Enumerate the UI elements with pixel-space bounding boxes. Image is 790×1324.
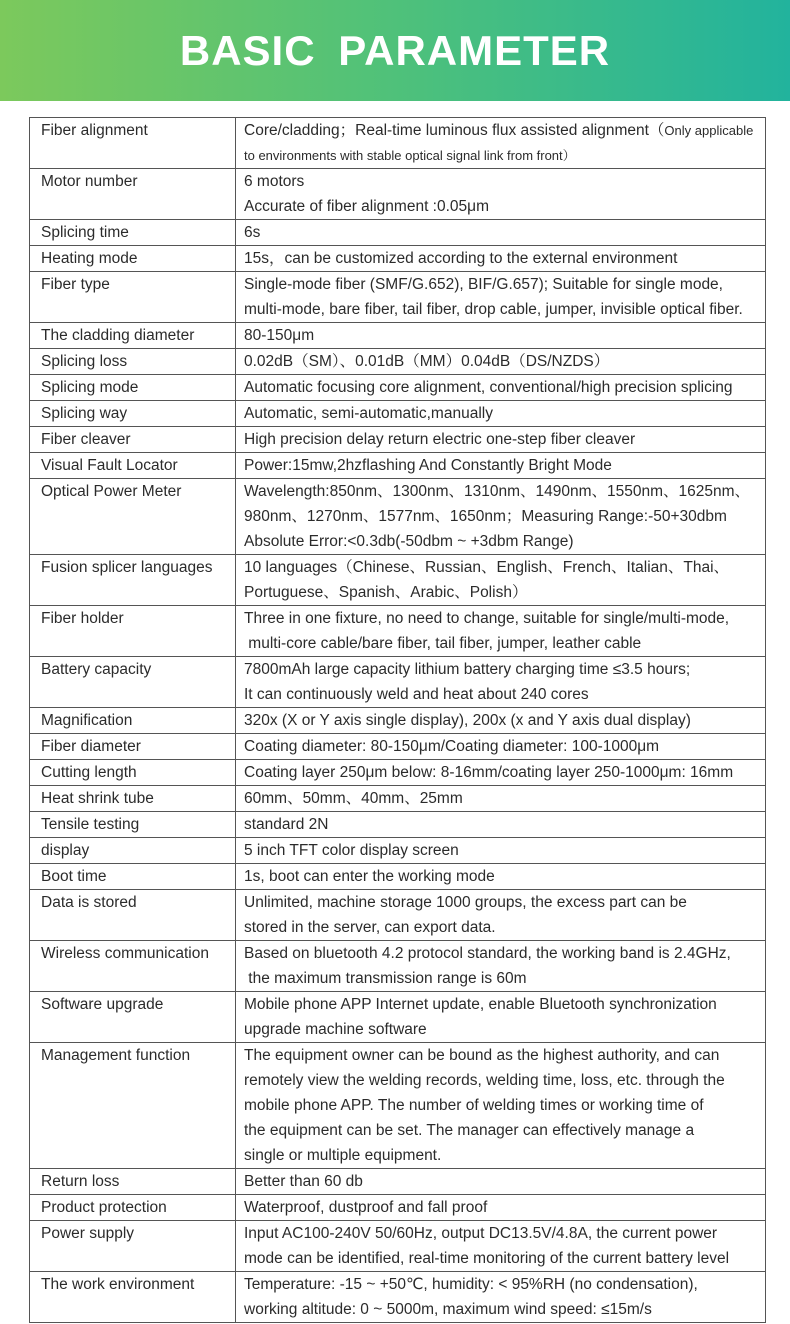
header-banner [0, 0, 790, 101]
parameter-value: Unlimited, machine storage 1000 groups, the excess part can be stored in the server, can export data. [236, 890, 766, 941]
parameter-label: Fiber type [30, 272, 236, 323]
parameter-value: Single-mode fiber (SMF/G.652), BIF/G.657); Suitable for single mode, multi-mode, bare fiber, tail fiber, drop cable, jumper, invisible optical fiber. [236, 272, 766, 323]
parameter-label: Visual Fault Locator [30, 453, 236, 479]
parameter-value: Waterproof, dustproof and fall proof [236, 1195, 766, 1221]
parameter-label: Return loss [30, 1169, 236, 1195]
parameter-label: Power supply [30, 1221, 236, 1272]
parameter-label: Fusion splicer languages [30, 555, 236, 606]
parameter-value: 5 inch TFT color display screen [236, 838, 766, 864]
parameter-value: 6 motors Accurate of fiber alignment :0.05μm [236, 169, 766, 220]
table-row [30, 272, 766, 323]
table-row [30, 375, 766, 401]
parameter-label: Data is stored [30, 890, 236, 941]
parameter-label: Splicing way [30, 401, 236, 427]
table-row [30, 657, 766, 708]
parameter-value: Wavelength:850nm、1300nm、1310nm、1490nm、1550nm、1625nm、 980nm、1270nm、1577nm、1650nm；Measuring Range:-50+30dbm Absolute Error:<0.3db(-50dbm ~ +3dbm Range) [236, 479, 766, 555]
table-row [30, 118, 766, 169]
parameter-value: 1s, boot can enter the working mode [236, 864, 766, 890]
table-row [30, 246, 766, 272]
parameter-value: High precision delay return electric one-step fiber cleaver [236, 427, 766, 453]
table-row [30, 708, 766, 734]
parameter-label: Heat shrink tube [30, 786, 236, 812]
parameter-value: 0.02dB（SM）、0.01dB（MM）0.04dB（DS/NZDS） [236, 349, 766, 375]
table-row [30, 760, 766, 786]
table-row [30, 812, 766, 838]
parameter-value: 320x (X or Y axis single display), 200x (x and Y axis dual display) [236, 708, 766, 734]
table-row [30, 606, 766, 657]
parameter-label: Wireless communication [30, 941, 236, 992]
parameter-table [29, 117, 766, 1323]
table-row [30, 864, 766, 890]
parameter-value: The equipment owner can be bound as the highest authority, and can remotely view the welding records, welding time, loss, etc. through the mobile phone APP. The number of welding times or working time of the equipment can be set. The manager can effectively manage a single or multiple equipment. [236, 1043, 766, 1169]
table-row [30, 427, 766, 453]
parameter-label: Boot time [30, 864, 236, 890]
parameter-label: Battery capacity [30, 657, 236, 708]
parameter-label: Cutting length [30, 760, 236, 786]
parameter-value: 80-150μm [236, 323, 766, 349]
table-row [30, 1272, 766, 1323]
table-row [30, 890, 766, 941]
parameter-label: Product protection [30, 1195, 236, 1221]
table-row [30, 479, 766, 555]
parameter-value: Input AC100-240V 50/60Hz, output DC13.5V/4.8A, the current power mode can be identified, real-time monitoring of the current battery level [236, 1221, 766, 1272]
parameter-label: The work environment [30, 1272, 236, 1323]
parameter-value: 6s [236, 220, 766, 246]
parameter-value: standard 2N [236, 812, 766, 838]
parameter-label: Magnification [30, 708, 236, 734]
parameter-value: Automatic focusing core alignment, conventional/high precision splicing [236, 375, 766, 401]
parameter-label: Tensile testing [30, 812, 236, 838]
parameter-label: Heating mode [30, 246, 236, 272]
parameter-value: Automatic, semi-automatic,manually [236, 401, 766, 427]
table-row [30, 1195, 766, 1221]
table-row [30, 555, 766, 606]
parameter-label: Management function [30, 1043, 236, 1169]
parameter-label: The cladding diameter [30, 323, 236, 349]
parameter-value: 10 languages（Chinese、Russian、English、French、Italian、Thai、 Portuguese、Spanish、Arabic、Polish） [236, 555, 766, 606]
parameter-value: Based on bluetooth 4.2 protocol standard, the working band is 2.4GHz, the maximum transmission range is 60m [236, 941, 766, 992]
table-row [30, 220, 766, 246]
table-row [30, 838, 766, 864]
table-row [30, 169, 766, 220]
table-row [30, 323, 766, 349]
table-row [30, 1169, 766, 1195]
parameter-table-body [30, 118, 766, 1323]
parameter-value: 15s，can be customized according to the external environment [236, 246, 766, 272]
parameter-label: Splicing loss [30, 349, 236, 375]
value-note: to environments with stable optical signal link from front） [244, 148, 576, 163]
parameter-label: Motor number [30, 169, 236, 220]
table-row [30, 349, 766, 375]
parameter-label: Fiber diameter [30, 734, 236, 760]
parameter-label: Optical Power Meter [30, 479, 236, 555]
table-row [30, 941, 766, 992]
parameter-value: Three in one fixture, no need to change, suitable for single/multi-mode, multi-core cable/bare fiber, tail fiber, jumper, leather cable [236, 606, 766, 657]
parameter-label: Software upgrade [30, 992, 236, 1043]
parameter-label: Fiber alignment [30, 118, 236, 169]
value-note: Only applicable [664, 123, 754, 138]
parameter-value: Coating diameter: 80-150μm/Coating diameter: 100-1000μm [236, 734, 766, 760]
parameter-value [236, 118, 766, 169]
parameter-label: display [30, 838, 236, 864]
parameter-label: Fiber holder [30, 606, 236, 657]
value-text: Core/cladding；Real-time luminous flux assisted alignment（ [244, 122, 665, 139]
page-title: BASIC PARAMETER [179, 26, 611, 74]
table-row [30, 1043, 766, 1169]
parameter-label: Splicing mode [30, 375, 236, 401]
parameter-value: Temperature: -15 ~ +50℃, humidity: < 95%RH (no condensation), working altitude: 0 ~ 5000m, maximum wind speed: ≤15m/s [236, 1272, 766, 1323]
table-row [30, 734, 766, 760]
parameter-value: Better than 60 db [236, 1169, 766, 1195]
table-row [30, 453, 766, 479]
parameter-value: Coating layer 250μm below: 8-16mm/coating layer 250-1000μm: 16mm [236, 760, 766, 786]
parameter-label: Fiber cleaver [30, 427, 236, 453]
parameter-value: 60mm、50mm、40mm、25mm [236, 786, 766, 812]
table-row [30, 401, 766, 427]
parameter-label: Splicing time [30, 220, 236, 246]
parameter-value: Power:15mw,2hzflashing And Constantly Bright Mode [236, 453, 766, 479]
table-row [30, 992, 766, 1043]
table-row [30, 786, 766, 812]
parameter-value: 7800mAh large capacity lithium battery charging time ≤3.5 hours; It can continuously weld and heat about 240 cores [236, 657, 766, 708]
parameter-value: Mobile phone APP Internet update, enable Bluetooth synchronization upgrade machine software [236, 992, 766, 1043]
table-row [30, 1221, 766, 1272]
